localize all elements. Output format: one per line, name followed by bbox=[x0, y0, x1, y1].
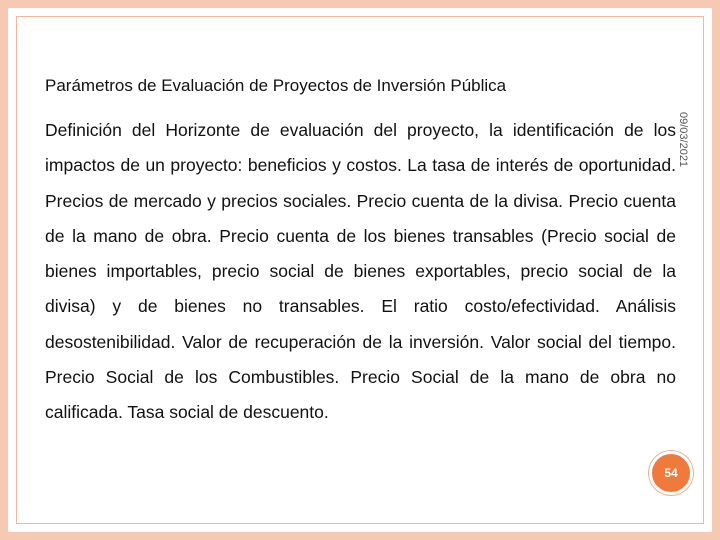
slide-border-top bbox=[16, 16, 704, 17]
date-stamp: 09/03/2021 bbox=[677, 112, 689, 168]
slide-body-text: Definición del Horizonte de evaluación del proyecto, la identificación de los impactos de un proyecto: beneficios y costos. La tasa de interés de oportunidad. Precios de mercado y precios sociales. Precio cuenta de la divisa. Precio cuenta de la mano de obra. Precio cuenta de los bienes transables (Precio social de bienes importables, precio social de bienes exportables, precio social de la divisa) y de bienes no transables. El ratio costo/efectividad. Análisis desostenibilidad. Valor de recuperación de la inversión. Valor social del tiempo. Precio Social de los Combustibles. Precio Social de la mano de obra no calificada. Tasa social de descuento. bbox=[45, 120, 676, 423]
slide-border-bottom bbox=[16, 523, 704, 524]
page-number-badge: 54 bbox=[649, 451, 693, 495]
slide-title: Parámetros de Evaluación de Proyectos de Inversión Pública bbox=[45, 76, 507, 95]
slide-frame-right bbox=[712, 0, 720, 540]
slide-frame-bottom bbox=[0, 532, 720, 540]
slide-border-right bbox=[703, 16, 704, 524]
slide-frame-top bbox=[0, 0, 720, 8]
slide-border-left bbox=[16, 16, 17, 524]
slide-frame-left bbox=[0, 0, 8, 540]
